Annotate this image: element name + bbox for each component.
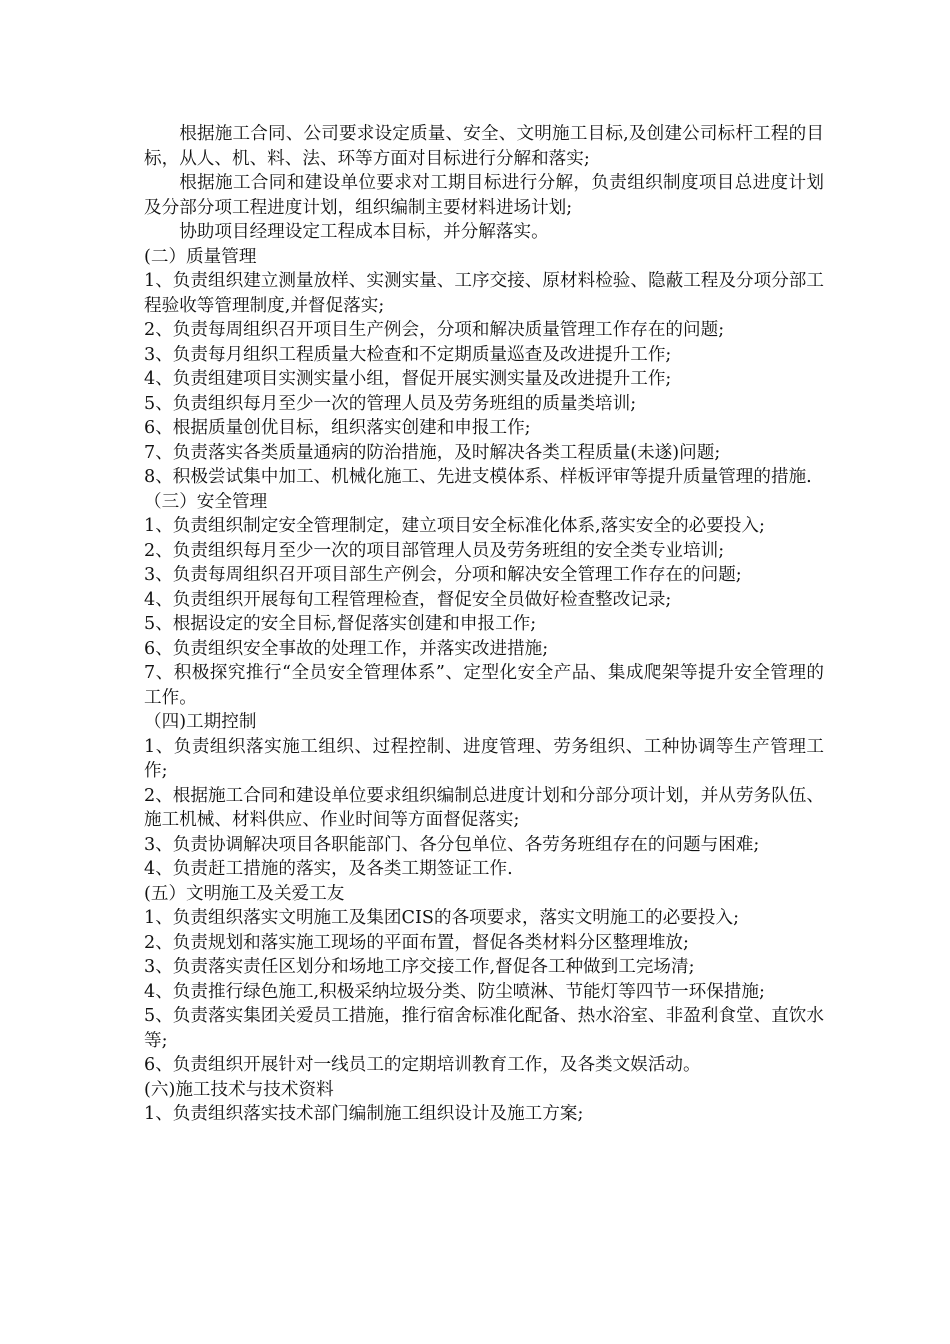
section-heading-schedule: （四)工期控制 xyxy=(144,712,257,732)
list-item: 8、积极尝试集中加工、机械化施工、先进支模体系、样板评审等提升质量管理的措施. xyxy=(144,467,812,487)
list-item: 6、负责组织安全事故的处理工作，并落实改进措施; xyxy=(144,638,549,659)
list-item: 3、负责落实责任区划分和场地工序交接工作,督促各工种做到工完场清; xyxy=(144,957,695,977)
section-heading-quality: (二）质量管理 xyxy=(144,246,257,267)
list-item: 1、负责组织落实施工组织、过程控制、进度管理、劳务组织、工种协调等生产管理工作; xyxy=(144,736,824,781)
list-item: 2、负责规划和落实施工现场的平面布置，督促各类材料分区整理堆放; xyxy=(144,932,689,953)
list-item: 3、负责协调解决项目各职能部门、各分包单位、各劳务班组存在的问题与困难; xyxy=(144,834,760,855)
list-item: 2、负责组织每月至少一次的项目部管理人员及劳务班组的安全类专业培训; xyxy=(144,540,725,561)
document-body xyxy=(144,122,824,1127)
list-item: 1、负责组织落实技术部门编制施工组织设计及施工方案; xyxy=(144,1104,584,1124)
intro-paragraph: 根据施工合同、公司要求设定质量、安全、文明施工目标,及创建公司标杆工程的目标，从人、机、料、法、环等方面对目标进行分解和落实; xyxy=(144,124,824,169)
section-heading-civilized-construction: (五）文明施工及关爱工友 xyxy=(144,883,345,904)
intro-paragraph: 协助项目经理设定工程成本目标，并分解落实。 xyxy=(179,222,549,242)
intro-paragraph: 根据施工合同和建设单位要求对工期目标进行分解，负责组织制度项目总进度计划及分部分项工程进度计划，组织编制主要材料进场计划; xyxy=(144,173,824,218)
list-item: 3、负责每月组织工程质量大检查和不定期质量巡查及改进提升工作; xyxy=(144,344,672,365)
list-item: 7、积极探究推行“全员安全管理体系”、定型化安全产品、集成爬架等提升安全管理的工作。 xyxy=(144,663,824,708)
list-item: 4、负责赶工措施的落实，及各类工期签证工作. xyxy=(144,859,513,879)
list-item: 4、负责组建项目实测实量小组，督促开展实测实量及改进提升工作; xyxy=(144,369,672,389)
list-item: 2、根据施工合同和建设单位要求组织编制总进度计划和分部分项计划，并从劳务队伍、施工机械、材料供应、作业时间等方面督促落实; xyxy=(144,785,824,830)
list-item: 6、根据质量创优目标，组织落实创建和申报工作; xyxy=(144,418,531,438)
list-item: 4、负责组织开展每旬工程管理检查，督促安全员做好检查整改记录; xyxy=(144,589,672,610)
list-item: 5、负责组织每月至少一次的管理人员及劳务班组的质量类培训; xyxy=(144,393,637,414)
section-heading-technical: (六)施工技术与技术资料 xyxy=(144,1079,334,1100)
list-item: 1、负责组织建立测量放样、实测实量、工序交接、原材料检验、隐蔽工程及分项分部工程验收等管理制度,并督促落实; xyxy=(144,271,824,316)
list-item: 1、负责组织制定安全管理制定，建立项目安全标准化体系,落实安全的必要投入; xyxy=(144,516,765,536)
list-item: 7、负责落实各类质量通病的防治措施，及时解决各类工程质量(未遂)问题; xyxy=(144,442,721,463)
list-item: 5、根据设定的安全目标,督促落实创建和申报工作; xyxy=(144,614,537,634)
list-item: 4、负责推行绿色施工,积极采纳垃圾分类、防尘喷淋、节能灯等四节一环保措施; xyxy=(144,981,765,1002)
list-item: 1、负责组织落实文明施工及集团CIS的各项要求，落实文明施工的必要投入; xyxy=(144,908,739,928)
list-item: 6、负责组织开展针对一线员工的定期培训教育工作，及各类文娱活动。 xyxy=(144,1055,701,1075)
list-item: 2、负责每周组织召开项目生产例会，分项和解决质量管理工作存在的问题; xyxy=(144,320,725,340)
list-item: 5、负责落实集团关爱员工措施，推行宿舍标准化配备、热水浴室、非盈利食堂、直饮水等; xyxy=(144,1006,824,1051)
list-item: 3、负责每周组织召开项目部生产例会，分项和解决安全管理工作存在的问题; xyxy=(144,565,742,585)
section-heading-safety: （三）安全管理 xyxy=(144,491,268,512)
